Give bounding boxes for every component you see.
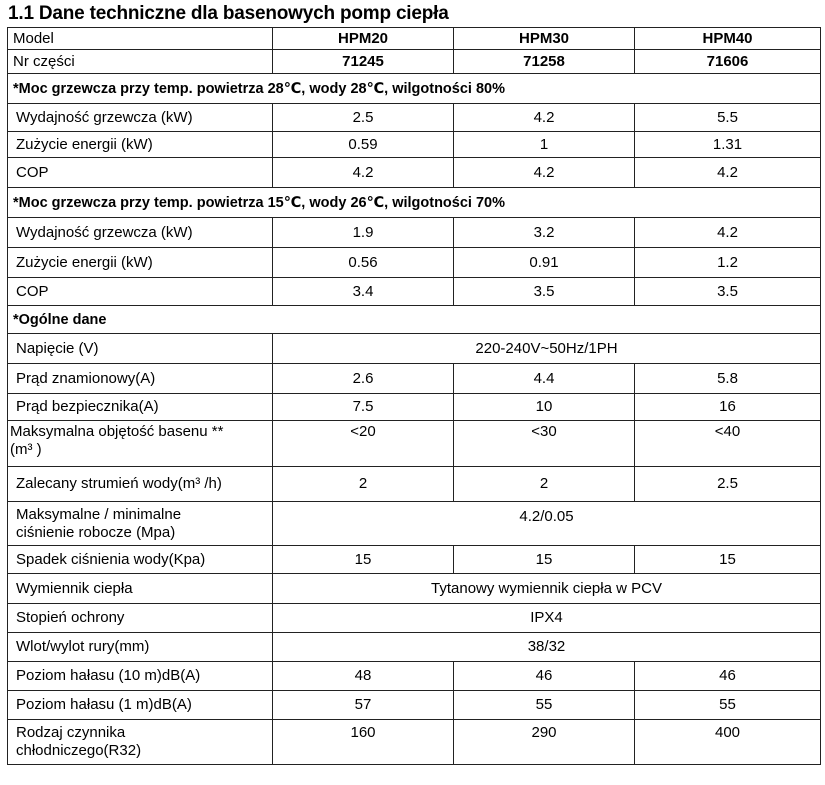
table-row [8, 421, 821, 467]
row-label-line1: Maksymalne / minimalne [16, 505, 182, 523]
row-label-line2: ciśnienie robocze (Mpa) [16, 523, 176, 541]
cell-value: 0.91 [454, 248, 635, 278]
cell-value: 55 [454, 691, 635, 720]
part-row [8, 50, 821, 74]
row-label: Spadek ciśnienia wody(Kpa) [8, 546, 273, 574]
cell-value: 1.9 [273, 218, 454, 248]
cell-value: 55 [635, 691, 821, 720]
cell-value: 15 [635, 546, 821, 574]
row-label: COP [8, 278, 273, 306]
cell-value: 16 [635, 394, 821, 421]
table-row [8, 218, 821, 248]
cell-value: 1 [454, 132, 635, 158]
model-label: Model [8, 28, 273, 50]
cell-value: 3.5 [454, 278, 635, 306]
row-label: COP [8, 158, 273, 188]
cell-value: 2.5 [273, 104, 454, 132]
cell-value: 290 [454, 720, 635, 765]
model-hpm30: HPM30 [454, 28, 635, 50]
cell-value: 15 [273, 546, 454, 574]
table-row [8, 394, 821, 421]
table-row [8, 278, 821, 306]
model-hpm40: HPM40 [635, 28, 821, 50]
part-hpm30: 71258 [454, 50, 635, 74]
cell-value: 3.2 [454, 218, 635, 248]
table-row [8, 691, 821, 720]
row-label-line1: Rodzaj czynnika [16, 724, 126, 741]
part-label: Nr części [8, 50, 273, 74]
cell-value: 1.2 [635, 248, 821, 278]
row-label: Napięcie (V) [8, 334, 273, 364]
row-label [8, 421, 273, 467]
cell-value: 15 [454, 546, 635, 574]
row-label: Wlot/wylot rury(mm) [8, 633, 273, 662]
section2-title: *Moc grzewcza przy temp. powietrza 15℃, wody 26℃, wilgotności 70% [8, 188, 821, 218]
cell-value: 3.5 [635, 278, 821, 306]
cell-value: 0.56 [273, 248, 454, 278]
section1-header [8, 74, 821, 104]
cell-value: 10 [454, 394, 635, 421]
table-row [8, 502, 821, 546]
cell-value: 400 [635, 720, 821, 765]
cell-value: 2.5 [635, 467, 821, 502]
cell-value: 38/32 [273, 633, 821, 662]
table-row [8, 104, 821, 132]
model-hpm20: HPM20 [273, 28, 454, 50]
cell-value: 4.2/0.05 [273, 502, 821, 546]
row-label: Wydajność grzewcza (kW) [8, 104, 273, 132]
spec-table [7, 27, 821, 765]
table-row [8, 248, 821, 278]
cell-value: 160 [273, 720, 454, 765]
cell-value: 4.2 [454, 104, 635, 132]
table-row [8, 364, 821, 394]
row-label: Zużycie energii (kW) [8, 132, 273, 158]
cell-value: 5.5 [635, 104, 821, 132]
cell-value: 3.4 [273, 278, 454, 306]
section3-header [8, 306, 821, 334]
cell-value: 7.5 [273, 394, 454, 421]
model-row [8, 28, 821, 50]
table-row [8, 158, 821, 188]
cell-value: 4.2 [635, 158, 821, 188]
cell-value: 2.6 [273, 364, 454, 394]
cell-value: Tytanowy wymiennik ciepła w PCV [273, 574, 821, 604]
row-label [8, 502, 273, 546]
table-row [8, 633, 821, 662]
page-title: 1.1 Dane techniczne dla basenowych pomp ciepła [8, 3, 449, 24]
section1-title: *Moc grzewcza przy temp. powietrza 28℃, wody 28℃, wilgotności 80% [8, 74, 821, 104]
cell-value: 220-240V~50Hz/1PH [273, 334, 821, 364]
cell-value: <20 [273, 421, 454, 467]
table-row [8, 546, 821, 574]
cell-value: 4.2 [273, 158, 454, 188]
cell-value: 4.2 [635, 218, 821, 248]
table-row [8, 574, 821, 604]
row-label: Poziom hałasu (1 m)dB(A) [8, 691, 273, 720]
cell-value: 46 [454, 662, 635, 691]
cell-value: 46 [635, 662, 821, 691]
row-label: Poziom hałasu (10 m)dB(A) [8, 662, 273, 691]
table-row [8, 334, 821, 364]
row-label: Wymiennik ciepła [8, 574, 273, 604]
cell-value: 48 [273, 662, 454, 691]
cell-value: IPX4 [273, 604, 821, 633]
row-label [8, 720, 273, 765]
cell-value: 4.2 [454, 158, 635, 188]
cell-value: <30 [454, 421, 635, 467]
table-row [8, 662, 821, 691]
cell-value: 1.31 [635, 132, 821, 158]
cell-value: 4.4 [454, 364, 635, 394]
part-hpm40: 71606 [635, 50, 821, 74]
table-row [8, 604, 821, 633]
part-hpm20: 71245 [273, 50, 454, 74]
table-row [8, 132, 821, 158]
row-label: Prąd bezpiecznika(A) [8, 394, 273, 421]
row-label-line2: chłodniczego(R32) [16, 742, 142, 759]
row-label: Stopień ochrony [8, 604, 273, 633]
cell-value: 2 [454, 467, 635, 502]
row-label-line1: Maksymalna objętość basenu ** [10, 423, 224, 440]
cell-value: 57 [273, 691, 454, 720]
row-label: Zużycie energii (kW) [8, 248, 273, 278]
cell-value: <40 [635, 421, 821, 467]
section3-title: *Ogólne dane [8, 306, 821, 334]
table-row [8, 720, 821, 765]
table-row [8, 467, 821, 502]
section2-header [8, 188, 821, 218]
cell-value: 0.59 [273, 132, 454, 158]
row-label: Wydajność grzewcza (kW) [8, 218, 273, 248]
cell-value: 5.8 [635, 364, 821, 394]
row-label-line2: (m³ ) [10, 441, 42, 458]
cell-value: 2 [273, 467, 454, 502]
row-label: Zalecany strumień wody(m³ /h) [8, 467, 273, 502]
row-label: Prąd znamionowy(A) [8, 364, 273, 394]
